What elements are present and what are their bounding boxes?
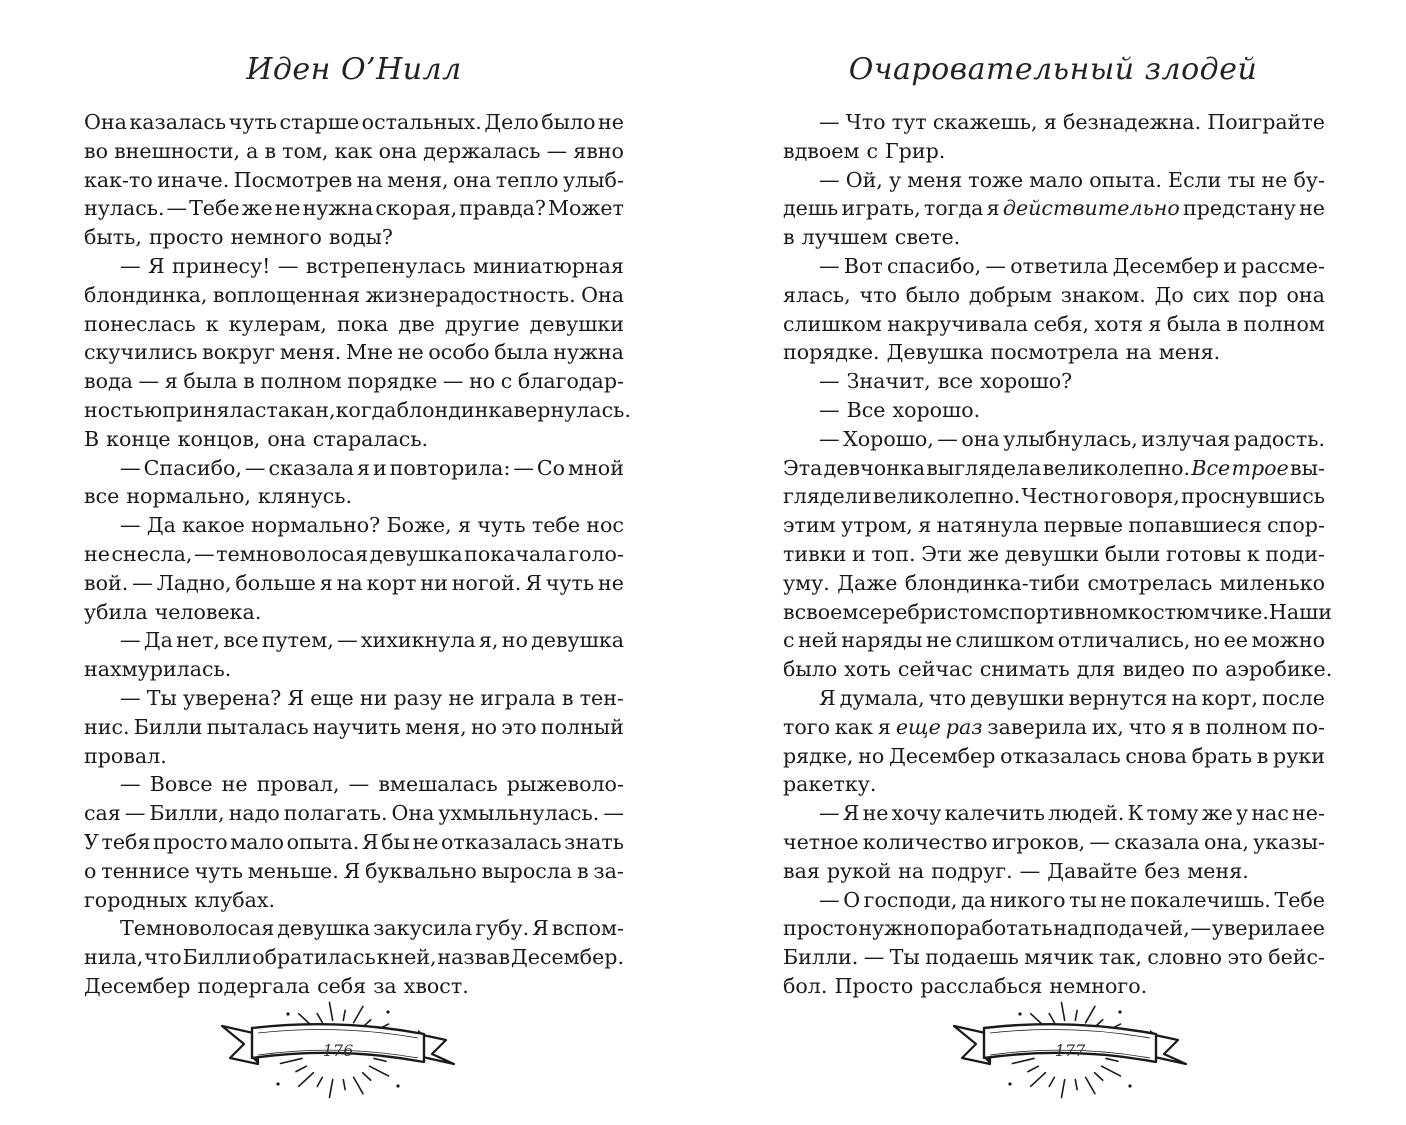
text-line: бол. Просто расслабься немного. <box>783 973 1148 998</box>
text-line: не снесла, — темноволосая девушка покачала голо- <box>84 541 624 566</box>
text-line: четное количество игроков, — сказала она, указы- <box>783 829 1325 854</box>
left-text-block <box>84 108 631 1001</box>
text-line: вой. — Ладно, больше я на корт ни ногой. Я чуть не <box>84 570 624 595</box>
text-line: — Ой, у меня тоже мало опыта. Если ты не бу- <box>819 167 1325 192</box>
text-line: Она казалась чуть старше остальных. Дело было не <box>84 110 624 134</box>
text-line: уму. Даже блондинка-тиби смотрелась миленько <box>783 570 1325 595</box>
text-line: — Я не хочу калечить людей. К тому же у нас не- <box>819 801 1325 826</box>
text-line: ностью приняла стакан, когда блондинка вернулась. <box>84 397 631 422</box>
text-line: городных клубах. <box>84 887 276 912</box>
text-line: — Да нет, все путем, — хихикнула я, но девушка <box>120 628 624 653</box>
text-line: Эта девчонка выглядела великолепно. Все трое вы- <box>783 455 1325 480</box>
right-page <box>703 0 1406 1125</box>
right-text-block <box>783 108 1333 1001</box>
text-line: — Ты уверена? Я еще ни разу не играла в тен- <box>120 685 624 710</box>
text-line: — Вовсе не провал, — вмешалась рыжеволо- <box>120 772 624 797</box>
running-head-author: Иден О’Нилл <box>246 52 462 87</box>
text-line: было хоть сейчас снимать для видео по аэробике. <box>783 657 1333 682</box>
text-line: как-то иначе. Посмотрев на меня, она тепло улыб- <box>84 167 624 192</box>
text-line: ракетку. <box>783 772 877 797</box>
page-number-right: 177 <box>1054 1041 1086 1060</box>
page-number-left: 176 <box>322 1041 354 1060</box>
text-line: в своем серебристом спортивном костюмчике. Наши <box>783 599 1332 624</box>
text-line: просто нужно поработать над подачей, — уверила ее <box>783 916 1325 941</box>
text-line: убила человека. <box>84 599 262 624</box>
running-head-title: Очаровательный злодей <box>848 52 1258 87</box>
text-line: во внешности, а в том, как она держалась — явно <box>84 138 624 163</box>
text-line: вая рукой на подруг. — Давайте без меня. <box>783 858 1249 883</box>
text-line: с ней наряды не слишком отличались, но ее можно <box>783 628 1325 653</box>
text-line: блондинка, воплощенная жизнерадостность. Она <box>84 282 624 307</box>
text-line: вода — я была в полном порядке — но с благодар- <box>84 369 624 394</box>
text-line: этим утром, я натянула первые попавшиеся спор- <box>783 513 1325 538</box>
text-line: все нормально, клянусь. <box>84 484 352 509</box>
text-line: нила, что Билли обратилась к ней, назвав Десембер. <box>84 945 624 970</box>
text-line: У тебя просто мало опыта. Я бы не отказалась знать <box>84 829 624 854</box>
folio-left <box>218 1000 458 1100</box>
text-line: Темноволосая девушка закусила губу. Я вспом- <box>120 916 624 941</box>
text-line: — Да какое нормально? Боже, я чуть тебе нос <box>120 513 624 538</box>
text-line: быть, просто немного воды? <box>84 225 393 250</box>
text-line: вдвоем с Грир. <box>783 138 946 163</box>
text-line: Билли. — Ты подаешь мячик так, словно это бейс- <box>783 945 1325 970</box>
text-line: — Значит, все хорошо? <box>819 369 1073 394</box>
text-line: нулась. — Тебе же не нужна скорая, правда? Может <box>84 196 624 221</box>
text-line: Я думала, что девушки вернутся на корт, после <box>819 685 1325 710</box>
text-line: Десембер подергала себя за хвост. <box>84 973 469 998</box>
text-line: порядке. Девушка посмотрела на меня. <box>783 340 1221 365</box>
text-line: о теннисе чуть меньше. Я буквально выросла в за- <box>84 858 624 883</box>
text-line: дешь играть, тогда я действительно предстану не <box>783 196 1325 221</box>
text-line: — Хорошо, — она улыбнулась, излучая радость. <box>819 426 1325 451</box>
text-line: тивки и топ. Эти же девушки были готовы к поди- <box>783 541 1325 566</box>
text-line: — Все хорошо. <box>819 397 981 422</box>
text-line: того как я еще раз заверила их, что я в полном по- <box>783 714 1325 739</box>
text-line: сая — Билли, надо полагать. Она ухмыльнулась. — <box>84 801 624 826</box>
text-line: — Я принесу! — встрепенулась миниатюрная <box>120 253 624 278</box>
text-line: слишком накручивала себя, хотя я была в полном <box>783 311 1325 336</box>
text-line: — Спасибо, — сказала я и повторила: — Со мной <box>120 455 624 480</box>
text-line: глядели великолепно. Честно говоря, проснувшись <box>783 484 1325 509</box>
text-line: нахмурилась. <box>84 657 232 682</box>
text-line: скучились вокруг меня. Мне не особо была нужна <box>84 340 624 365</box>
text-line: — О господи, да никого ты не покалечишь. Тебе <box>819 887 1325 912</box>
text-line: рядке, но Десембер отказалась снова брать в руки <box>783 743 1325 768</box>
folio-right <box>950 1000 1190 1100</box>
text-line: в лучшем свете. <box>783 225 961 250</box>
text-line: провал. <box>84 743 167 768</box>
text-line: нис. Билли пыталась научить меня, но это полный <box>84 714 624 739</box>
text-line: — Что тут скажешь, я безнадежна. Поиграйте <box>819 110 1325 134</box>
text-line: В конце концов, она старалась. <box>84 426 429 451</box>
text-line: ялась, что было добрым знаком. До сих пор она <box>783 282 1325 307</box>
text-line: — Вот спасибо, — ответила Десембер и рассме- <box>819 253 1325 278</box>
text-line: понеслась к кулерам, пока две другие девушки <box>84 311 624 336</box>
